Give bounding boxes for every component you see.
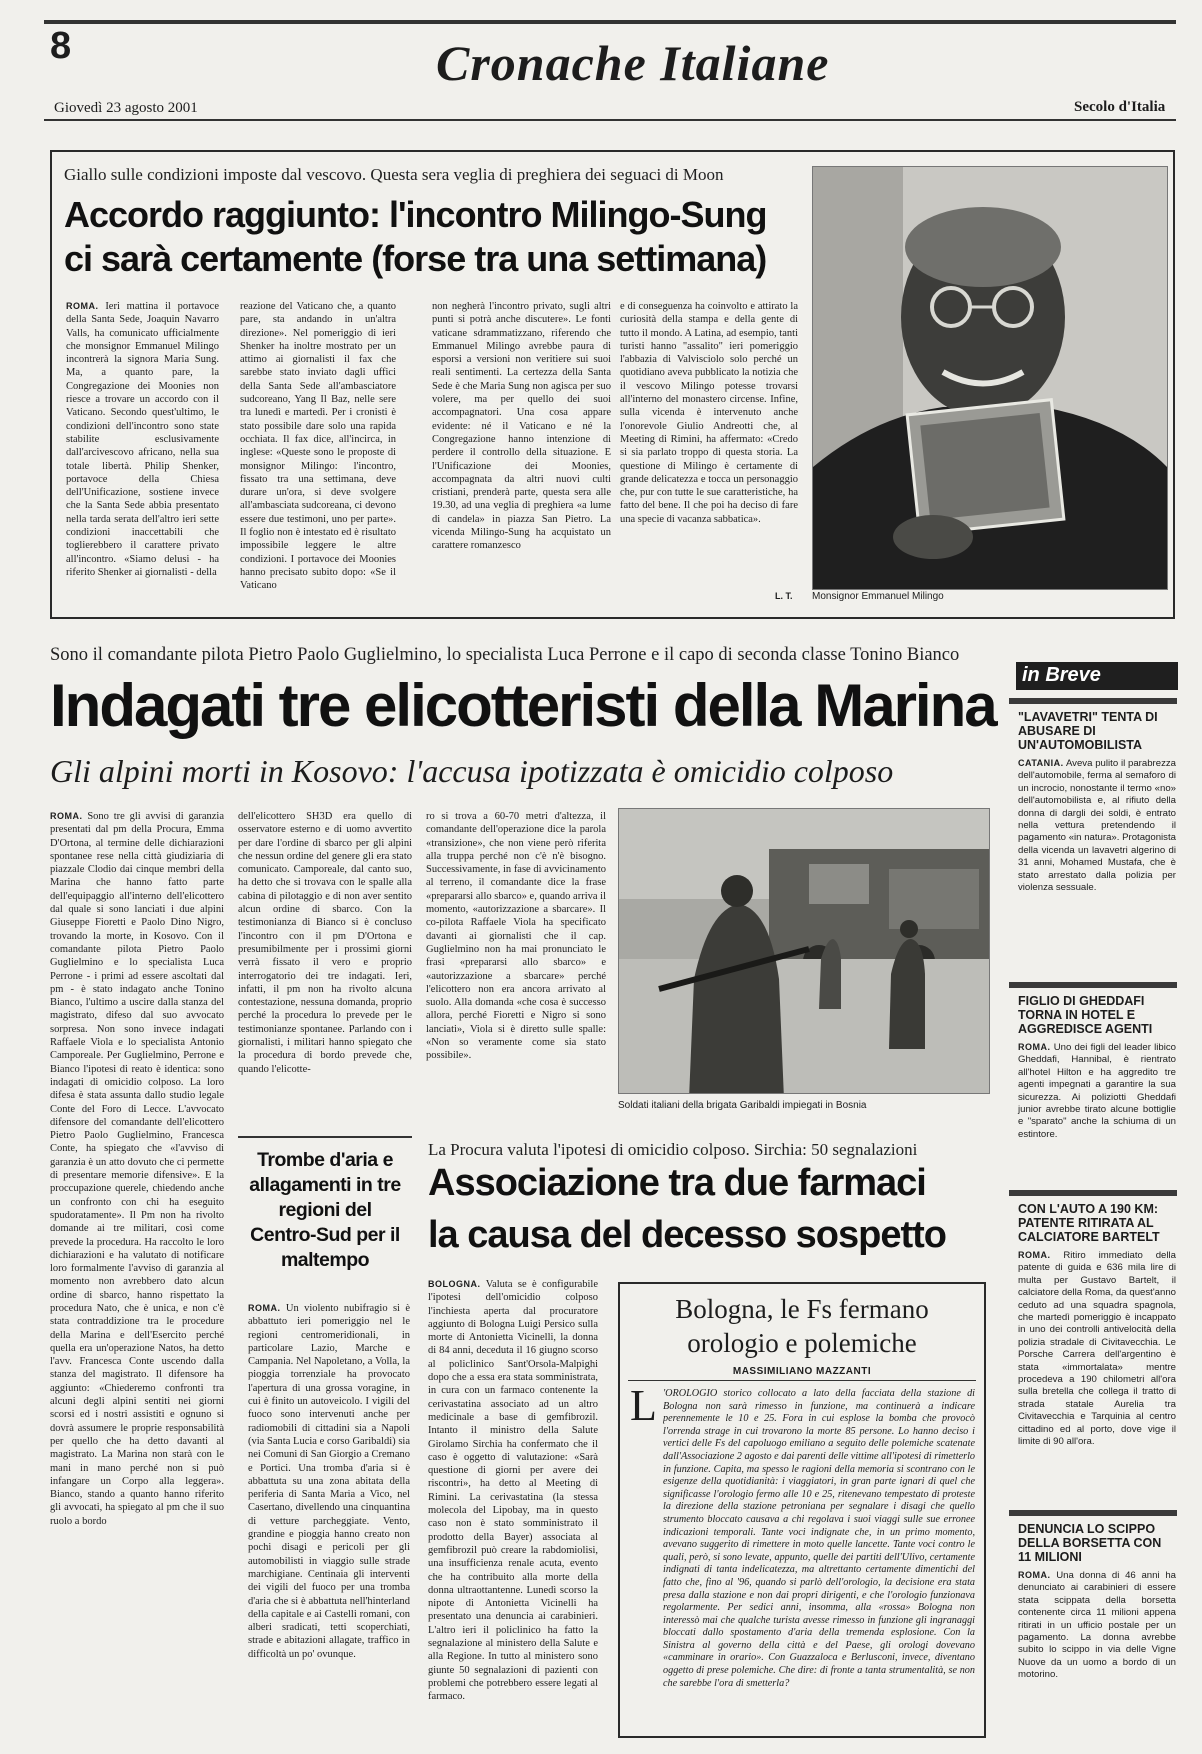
section-title: Cronache Italiane	[436, 35, 830, 91]
issue-date: Giovedì 23 agosto 2001	[54, 100, 198, 116]
story4-headline-line2: la causa del decesso sospetto	[428, 1214, 947, 1256]
story1-dateline: ROMA.	[66, 301, 99, 311]
story1-column-2	[240, 300, 396, 606]
brief-headline-4: DENUNCIA LO SCIPPO DELLA BORSETTA CON 11 MILIONI	[1018, 1522, 1162, 1564]
story3-dateline: ROMA.	[248, 1303, 281, 1313]
brief-item-4	[1018, 1522, 1176, 1682]
story2-column-3	[426, 810, 606, 1110]
brief-headline-1: "LAVAVETRI" TENTA DI ABUSARE DI UN'AUTOMOBILISTA	[1018, 710, 1158, 752]
page-number: 8	[50, 25, 72, 67]
brief-item-1	[1018, 710, 1176, 894]
brief-dateline-1: CATANIA.	[1018, 758, 1064, 768]
brief-headline-2: FIGLIO DI GHEDDAFI TORNA IN HOTEL E AGGREDISCE AGENTI	[1018, 994, 1153, 1036]
story1-column-1	[66, 300, 219, 606]
story1-signature: L. T.	[775, 591, 793, 601]
brief-dateline-2: ROMA.	[1018, 1042, 1051, 1052]
brief-headline-3: CON L'AUTO A 190 KM: PATENTE RITIRATA AL CALCIATORE BARTELT	[1018, 1202, 1160, 1244]
top-rule	[44, 20, 1176, 24]
in-breve-title: in Breve	[1022, 664, 1101, 686]
story2-kicker: Sono il comandante pilota Pietro Paolo Guglielmino, lo specialista Luca Perrone e il capo di seconda classe Tonino Bianco	[50, 645, 960, 665]
soldiers-photo-caption: Soldati italiani della brigata Garibaldi impiegati in Bosnia	[618, 1100, 867, 1111]
story1-headline-line2: ci sarà certamente (forse tra una settimana)	[64, 238, 767, 279]
story2-column-1	[50, 810, 224, 1740]
newspaper-name: Secolo d'Italia	[1074, 99, 1166, 115]
story1-kicker: Giallo sulle condizioni imposte dal vescovo. Questa sera veglia di preghiera dei seguaci di Moon	[64, 165, 724, 184]
story3-column	[248, 1302, 410, 1742]
brief-text-3: Ritiro immediato della patente di guida e 636 mila lire di multa per Gustavo Bartelt, il calciatore della Roma, da quest'anno ceduto ad una squadra spagnola, che martedì pomeriggio è incappato in uno dei controlli antivelocità della polizia stradale di Civitavecchia. Le Porsche Carrera dell'argentino è stata «immortalata» mentre procedeva a 190 chilometri all'ora sulla bretella che collega il tratto di strada statale Aurelia tra Civitavecchia e Tarquinia al centro cittadino ed al porto, dove vige il limite di 90 all'ora.	[1018, 1250, 1176, 1448]
masthead-rule	[44, 119, 1176, 121]
story2-text-1: Sono tre gli avvisi di garanzia presentati dal pm della Procura, Emma D'Ortona, al termine delle dichiarazioni spontanee rese nella città giudiziaria di piazzale Clodio dai cinque membri della Marina che hanno fatto parte dell'equipaggio all'interno dell'elicottero dal quale si sono lanciati i due alpini Giuseppe Fioretti e Paolo Dino Nigro, trovando la morte, in Kosovo. Con il comandante pilota Pietro Paolo Guglielmino e lo specialista Luca Perrone - i primi ad essere ascoltati dal pm - è stato indagato anche Tonino Bianco, l'ultimo a uscire dalla stanza del magistrato, difeso dal suo avvocato sorpresa. Non sono invece indagati Raffaele Viola e lo specialista Antonio Camporeale. Per Guglielmino, Perrone e Bianco l'ipotesi di reato è identica: sono indagati di omicidio colposo. La loro difesa è stata assunta dallo studio legale Conte del Foro di Lecce. L'avvocato difensore del comandante dell'elicottero Pietro Paolo Guglielmino, Francesca Conte, ha spiegato che «l'avviso di garanzia è un atto dovuto che ci permette di presentare memorie difensive». E la proccupazione querele, chiedendo anche un confronto con chi ha eseguito spudoratamente». Il Pm non ha rivolto domande ai tre militari, così come prevede la procedura. Ha raccolto le loro dichiarazioni e ha valutato di notificare loro formalmente l'avviso di garanzia al momento non avrebbero dato alcun ordine di sbarco, hanno rispettato la procedura Nato, che è unica, e non c'è stata contraddizione tra le procedure della Marina e dell'Esercito perché quella era un'operazione Natos, ha detto l'avv. Francesca Conte uscendo dalla stanza del magistrato. Il difensore ha aggiunto: «Chiederemo confronti tra alcuni degli alpini sentiti nei giorni scorsi ed i nostri assistiti e ognuno si dovrà assumere le proprie responsabilità per quello che ha detto davanti al magistrato. La Marina non starà con le mani in mano perché non si può infangare un Corpo alla leggera». Bianco, stando a quanto hanno riferito gli avvocati, ha spiegato al pm che il suo ruolo a bordo	[50, 811, 224, 1527]
story4-kicker: La Procura valuta l'ipotesi di omicidio colposo. Sirchia: 50 segnalazioni	[428, 1140, 918, 1159]
in-breve-rule-3	[1009, 1190, 1177, 1196]
story1-column-3	[432, 300, 611, 606]
story3-separator	[238, 1136, 412, 1138]
bologna-dropcap: L	[630, 1381, 657, 1430]
story1-headline-line1: Accordo raggiunto: l'incontro Milingo-Sung	[64, 194, 767, 235]
story2-column-2	[238, 810, 412, 1110]
story4-column	[428, 1278, 598, 1742]
bologna-byline: MASSIMILIANO MAZZANTI	[732, 1366, 872, 1377]
story4-text: Valuta se è configurabile l'ipotesi dell'omicidio colposo l'inchiesta aperta dal procuratore aggiunto di Bologna Luigi Persico sulla morte di Antonietta Vicinelli, la donna di 84 anni, deceduta il 16 giugno scorso al policlinico Sant'Orsola-Malpighi dopo che a essa era stata somministrata, in cura con un farmaco contenente la cerivastatina associato ad un altro medicinale a base di gemfibrozil. Intanto il ministro della Salute Girolamo Sirchia ha confermato che il caso è oggetto di valutazione: «Sarà questione di giorni per avere dei riscontri», ha detto al Meeting di Rimini. La cerivastatina (la stessa molecola del Lipobay, ma in questo caso non è stato somministrato il prodotto della Bayer) associata al gemfibrozil può creare la rabdomiolisi, una insufficienza renale acuta, evento che ha contribuito alla morte della donna ultraottantenne. Lunedì scorso la nipote di Antonietta Vicinelli ha presentato una denuncia ai carabinieri. L'altro ieri il policlinico ha fatto la segnalazione al ministero della Salute e alla Regione. In tutto al ministero sono giunte 50 segnalazioni di pazienti con problemi che potrebbero essere legati al farmaco.	[428, 1279, 598, 1703]
milingo-photo	[812, 166, 1168, 590]
story1-column-4	[620, 300, 798, 596]
story4-headline-line1: Associazione tra due farmaci	[428, 1162, 926, 1204]
story1-text-1: Ieri mattina il portavoce della Santa Sede, Joaquin Navarro Valls, ha comunicato ufficialmente che monsignor Emmanuel Milingo incontrerà la signora Maria Sung. Ma, a quanto pare, la Congregazione dei Moonies non riesce a trovare un accordo con il Vaticano. Secondo quest'ultimo, le condizioni dell'incontro sono state stabilite esclusivamente dall'arcivescovo africano, nella sua totale libertà. Philip Shenker, portavoce della Chiesa dell'Unificazione, sostiene invece che la Santa Sede abbia presentato nella tarda serata dell'altro ieri sette condizioni inaccettabili che toglierebbero il carattere privato all'incontro. «Siamo delusi - ha riferito Shenker ai giornalisti - della	[66, 301, 219, 578]
story2-headline: Indagati tre elicotteristi della Marina	[50, 672, 996, 739]
brief-text-2: Uno dei figli del leader libico Gheddafi, Hannibal, è rientrato all'hotel Hilton e ha aggredito tre agenti impegnati a garantire la sua sicurezza. Ai poliziotti Gheddafi junior avrebbe tirato alcune bottiglie e "sparato" anche la schiuma di un estintore.	[1018, 1042, 1176, 1140]
story3-headline: Trombe d'aria e allagamenti in tre regioni del Centro-Sud per il maltempo	[249, 1149, 401, 1271]
brief-text-1: Aveva pulito il parabrezza dell'automobile, ferma al semaforo di un incrocio, nonostante il termo «no» dell'automobilista e, al rifiuto della donna di dargli dei soldi, è entrato nella vettura pretendendo il pagamento «in natura». Protagonista della vicenda un lavavetri algerino di 31 anni, Mohamed Mustafa, che è stato arrestato dalla polizia per violenza sessuale.	[1018, 758, 1176, 894]
in-breve-rule-1	[1009, 698, 1177, 704]
soldiers-illustration	[619, 809, 989, 1093]
brief-item-2	[1018, 994, 1176, 1141]
story2-text-2: dell'elicottero SH3D era quello di osservatore esterno e di uomo avvertito per dare l'ordine di sbarco per gli alpini che nessun ordine del genere gli era stato comunicato. Camporeale, dal canto suo, ha detto che si trovava con le spalle alla cabina di pilotaggio e di non aver sentito alcun ordine di sbarco. Con la testimonianza di Bianco si è concluso l'incontro con il pm D'Ortona e presumibilmente per i prossimi giorni verrà fissato il vero e proprio interrogatorio dei tre indagati. Ieri, infatti, il pm non ha rivolto alcuna contestazione, nessuna domanda, proprio perché la procedura lo prevede per le testimonianze spontanee. Parlando con i giornalisti, i militari hanno spiegato che la procedura di bordo prevede che, quando l'elicotte-	[238, 811, 412, 1075]
bologna-headline: Bologna, le Fs fermano orologio e polemiche	[675, 1294, 929, 1358]
milingo-portrait-illustration	[813, 167, 1167, 589]
story2-subhead: Gli alpini morti in Kosovo: l'accusa ipotizzata è omicidio colposo	[50, 753, 894, 789]
story1-text-4: e di conseguenza ha coinvolto e attirato la curiosità della stampa e della gente di tutto il mondo. A Latina, ad esempio, tanti turisti hanno "assalito" ieri pomeriggio l'abbazia di Valvisciolo solo perché un quotidiano aveva pubblicato la notizia che il vescovo Milingo potesse trovarsi all'interno del monastero circense. Infine, sulla vicenda è intervenuto anche l'onorevole Giulio Andreotti che, al Meeting di Rimini, ha affermato: «Credo si sia parlato troppo di questa storia. La questione di Milingo è certamente di grande delicatezza e tocca un personaggio che, pur con tutte le sue caratteristiche, ha fatto del bene. Il che poi ha deciso di fare una specie di vacanza sabbatica».	[620, 301, 798, 525]
bologna-text: 'OROLOGIO storico collocato a lato della facciata della stazione di Bologna non sarà rimesso in funzione, ma continuerà a indicare perennemente le 10 e 25. Fora in cui esplose la bomba che provocò l'orrenda strage in cui trovarono la morte 85 persone. Lo hanno deciso i vertici delle Fs del capoluogo emiliano a seguito delle polemiche scatenate dall'Associazione 2 agosto e dai parenti delle vittime all'ipotesi di rimetterlo in funzione. Capita, ma spesso le ragioni della memoria si scontrano con le esigenze della quotidianità: i viaggiatori, in gran parte ignari di quel che significasse l'orologio fermo alle 10 e 25, ritenevano tempestato di proteste la direzione della stazione petroniana per segnalare i disagi che quello strumento bloccato causava a chi regolava i suoi viaggi sulle sue erronee indicazioni temporali. Tante voci indignate che, in un primo momento, avevano suggerito di rimettere in moto quelle lancette. Tante voci contro le quali, però, si sono levate, appunto, quelle dei partiti dell'Ulivo, certamente indignati di tanta indelicatezza, ma altrettanto certamente dimentichi del fatto che, fino al '96, quando si parlò dell'orologio, la decisione era stata presa dalla stazione e non dai propri dirigenti, e che l'orologio funzionava regolarmente. Per sedici anni, insomma, alla «rossa» Bologna non interessò mai che qualche turista avesse rimesso in funzione gli ingranaggi bloccati dallo spostamento d'aria della tremenda esplosione. Con la Sinistra al governo della città e del Paese, gli orologi dovevano «camminare in orario». Con Guazzaloca e Berlusconi, invece, diventano oggetto di prese polemiche. Che dire: di fronte a tanta strumentalità, se non che sarebbe l'ora di smetterla?	[663, 1388, 975, 1689]
story1-text-2: reazione del Vaticano che, a quanto pare, sta andando in un'altra direzione». Nel pomeriggio di ieri Shenker ha inoltre mostrato per un attimo ai giornalisti il fax che sarebbe stato inviato dagli uffici della Santa Sede all'ambasciatore sudcoreano, Yang Il Baz, nelle sere tra lunedì e martedì. Per i cronisti è stato possibile dare solo una rapida occhiata. Il fax dice, all'incirca, in inglese: «Queste sono le proposte di monsignor Milingo: l'incontro, fissato tra una settimana, deve durare un'ora, si deve svolgere all'ambasciata sudcoreana, ci devono essere due testimoni, uno per parte». Il foglio non è intestato ed è risultato impossibile leggere le altre condizioni. I portavoce dei Moonies hanno precisato subito dopo: «Se il Vaticano	[240, 301, 396, 592]
soldiers-photo	[618, 808, 990, 1094]
story4-dateline: BOLOGNA.	[428, 1279, 481, 1289]
milingo-photo-caption: Monsignor Emmanuel Milingo	[812, 591, 944, 602]
bologna-column	[663, 1388, 975, 1730]
bologna-byline-rule	[628, 1380, 976, 1381]
brief-text-4: Una donna di 46 anni ha denunciato ai carabinieri di essere stata scippata della borsetta contenente circa 11 milioni appena ritirati in un ufficio postale per un pagamento. La donna avrebbe subito lo scippo in via delle Vigne Nuove da un uomo a bordo di un motorino.	[1018, 1570, 1176, 1681]
in-breve-header	[1016, 662, 1178, 690]
brief-dateline-4: ROMA.	[1018, 1570, 1051, 1580]
brief-dateline-3: ROMA.	[1018, 1250, 1051, 1260]
story2-text-3: ro si trova a 60-70 metri d'altezza, il comandante dell'operazione dice la parola «transizione», che non viene però riferita alla truppa perché non c'è n'è bisogno. Successivamente, in fase di avvicinamento al terreno, il comandante dice la frase «prepararsi allo sbarco» e, quando arriva il momento, «autorizzazione a sbarcare». Il co-pilota Raffaele Viola ha specificato davanti ai giornalisti che il cap. Guglielmino non ha mai pronunciato le frasi «prepararsi allo sbarco» e «autorizzazione a sbarcare» perché l'elicottero non era ancora arrivato al suolo. Alla domanda «che cosa è successo allora, perché Fioretti e Nigro si sono lanciati», Viola si è diretto sulle spalle: «Non so veramente come sia stato possibile».	[426, 811, 606, 1062]
story3-text: Un violento nubifragio si è abbattuto ieri pomeriggio nel le regioni centromeridionali, in particolare Lazio, Marche e Campania. Nel Napoletano, a Volla, la pioggia torrenziale ha provocato l'apertura di una grossa voragine, in cui è finito un autoveicolo. I vigili del fuoco sono intervenuti anche per radiomobili di cittadini sia a Napoli (via Santa Lucia e corso Garibaldi) sia nei Comuni di San Giorgio a Cremano e Portici. Una tromba d'aria si è abbattuta su una zona abitata della periferia di Santa Maria a Vico, nel Casertano, divellendo una cinquantina di vetture parcheggiate. Vento, grandine e pioggia hanno creato non pochi disagi e pericoli per gli automobilisti in viaggio sulle strade marchigiane. Centinaia gli interventi dei vigili del fuoco per una tromba d'aria che si è abbattuta nell'hinterland della capitale e ai Castelli romani, con alberi sradicati, tetti scoperchiati, strade e abitazioni allagate, traffico in difficoltà un po' ovunque.	[248, 1303, 410, 1660]
in-breve-rule-2	[1009, 982, 1177, 988]
story2-dateline: ROMA.	[50, 811, 83, 821]
in-breve-rule-4	[1009, 1510, 1177, 1516]
story1-text-3: non negherà l'incontro privato, sugli altri punti si potrà anche discutere». Le fonti vaticane sdrammatizzano, riferendo che Emmanuel Milingo avrebbe paura di esporsi a versioni non veritiere sui suoi reali sentimenti. La certezza della Santa Sede è che Maria Sung non agisca per suo volere, ma per quello dei suoi accompagnatori. Una cosa appare evidente: né il Vaticano e né la Congregazione hanno intenzione di perdere il controllo della situazione. E l'Unificazione dei Moonies, accompagnata da altri nuovi culti cristiani, prenderà parte, questa sera alle 19.30, ad una veglia di preghiera «a lume di candela» in piazza San Pietro. La vicenda Milingo-Sung ha acquistato un carattere romanzesco	[432, 301, 611, 552]
brief-item-3	[1018, 1202, 1176, 1449]
